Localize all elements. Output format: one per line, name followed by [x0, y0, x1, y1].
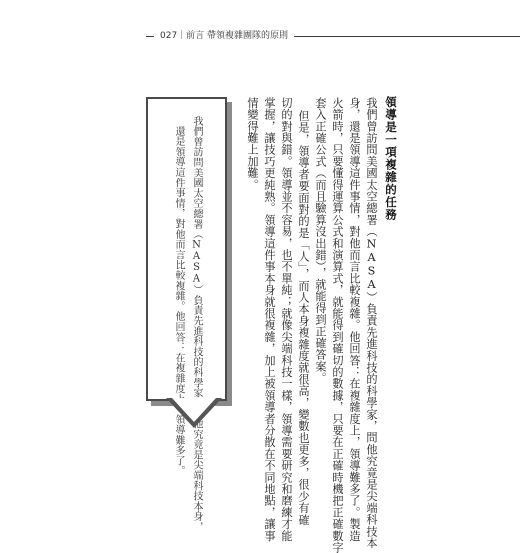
running-header-text: 027｜前言 帶領複雜團隊的原則 [154, 29, 294, 43]
section-title: 領導是一項複雜的任務 [384, 96, 398, 221]
body-line-7: 掌握，讓技巧更純熟。領導這件事本身就很複雜，加上被領導者分散在不同地點，讓事 [263, 97, 276, 542]
callout-note-box [146, 97, 227, 532]
body-line-3: 火箭時，只要懂得運算公式和演算式，就能得到確切的數據，只要在正確時機把正確數字 [331, 97, 344, 553]
running-header [146, 26, 520, 48]
body-line-6: 切的對與錯。領導並不容易，也不單純；就像尖端科技一樣，領導需要研究和磨練才能 [280, 97, 293, 542]
note-line-1: 我們曾訪問美國太空總署（NASA）負責先進科技的科學家，問他究竟是尖端科技本身， [191, 116, 202, 532]
note-pointer-tail-inner [172, 398, 216, 422]
body-line-2: 身，還是領導這件事情，對他而言比較複雜。他回答：在複雜度上，領導難多了。製造 [348, 97, 361, 542]
body-line-4: 套入正確公式（而且驗算沒出錯），就能得到正確答案。 [314, 97, 327, 384]
body-line-8: 情變得難上加難。 [246, 97, 259, 191]
note-line-2: 還是領導這件事情，對他而言比較複雜。他回答：在複雜度上，領導難多了。 [173, 126, 184, 477]
body-line-1: 我們曾訪問美國太空總署（NASA）負責先進科技的科學家，問他究竟是尖端科技本 [365, 97, 378, 549]
body-line-5: 但是，領導者要面對的是「人」，而人本身複雜度就很高，變數也更多，很少有確 [297, 110, 310, 526]
